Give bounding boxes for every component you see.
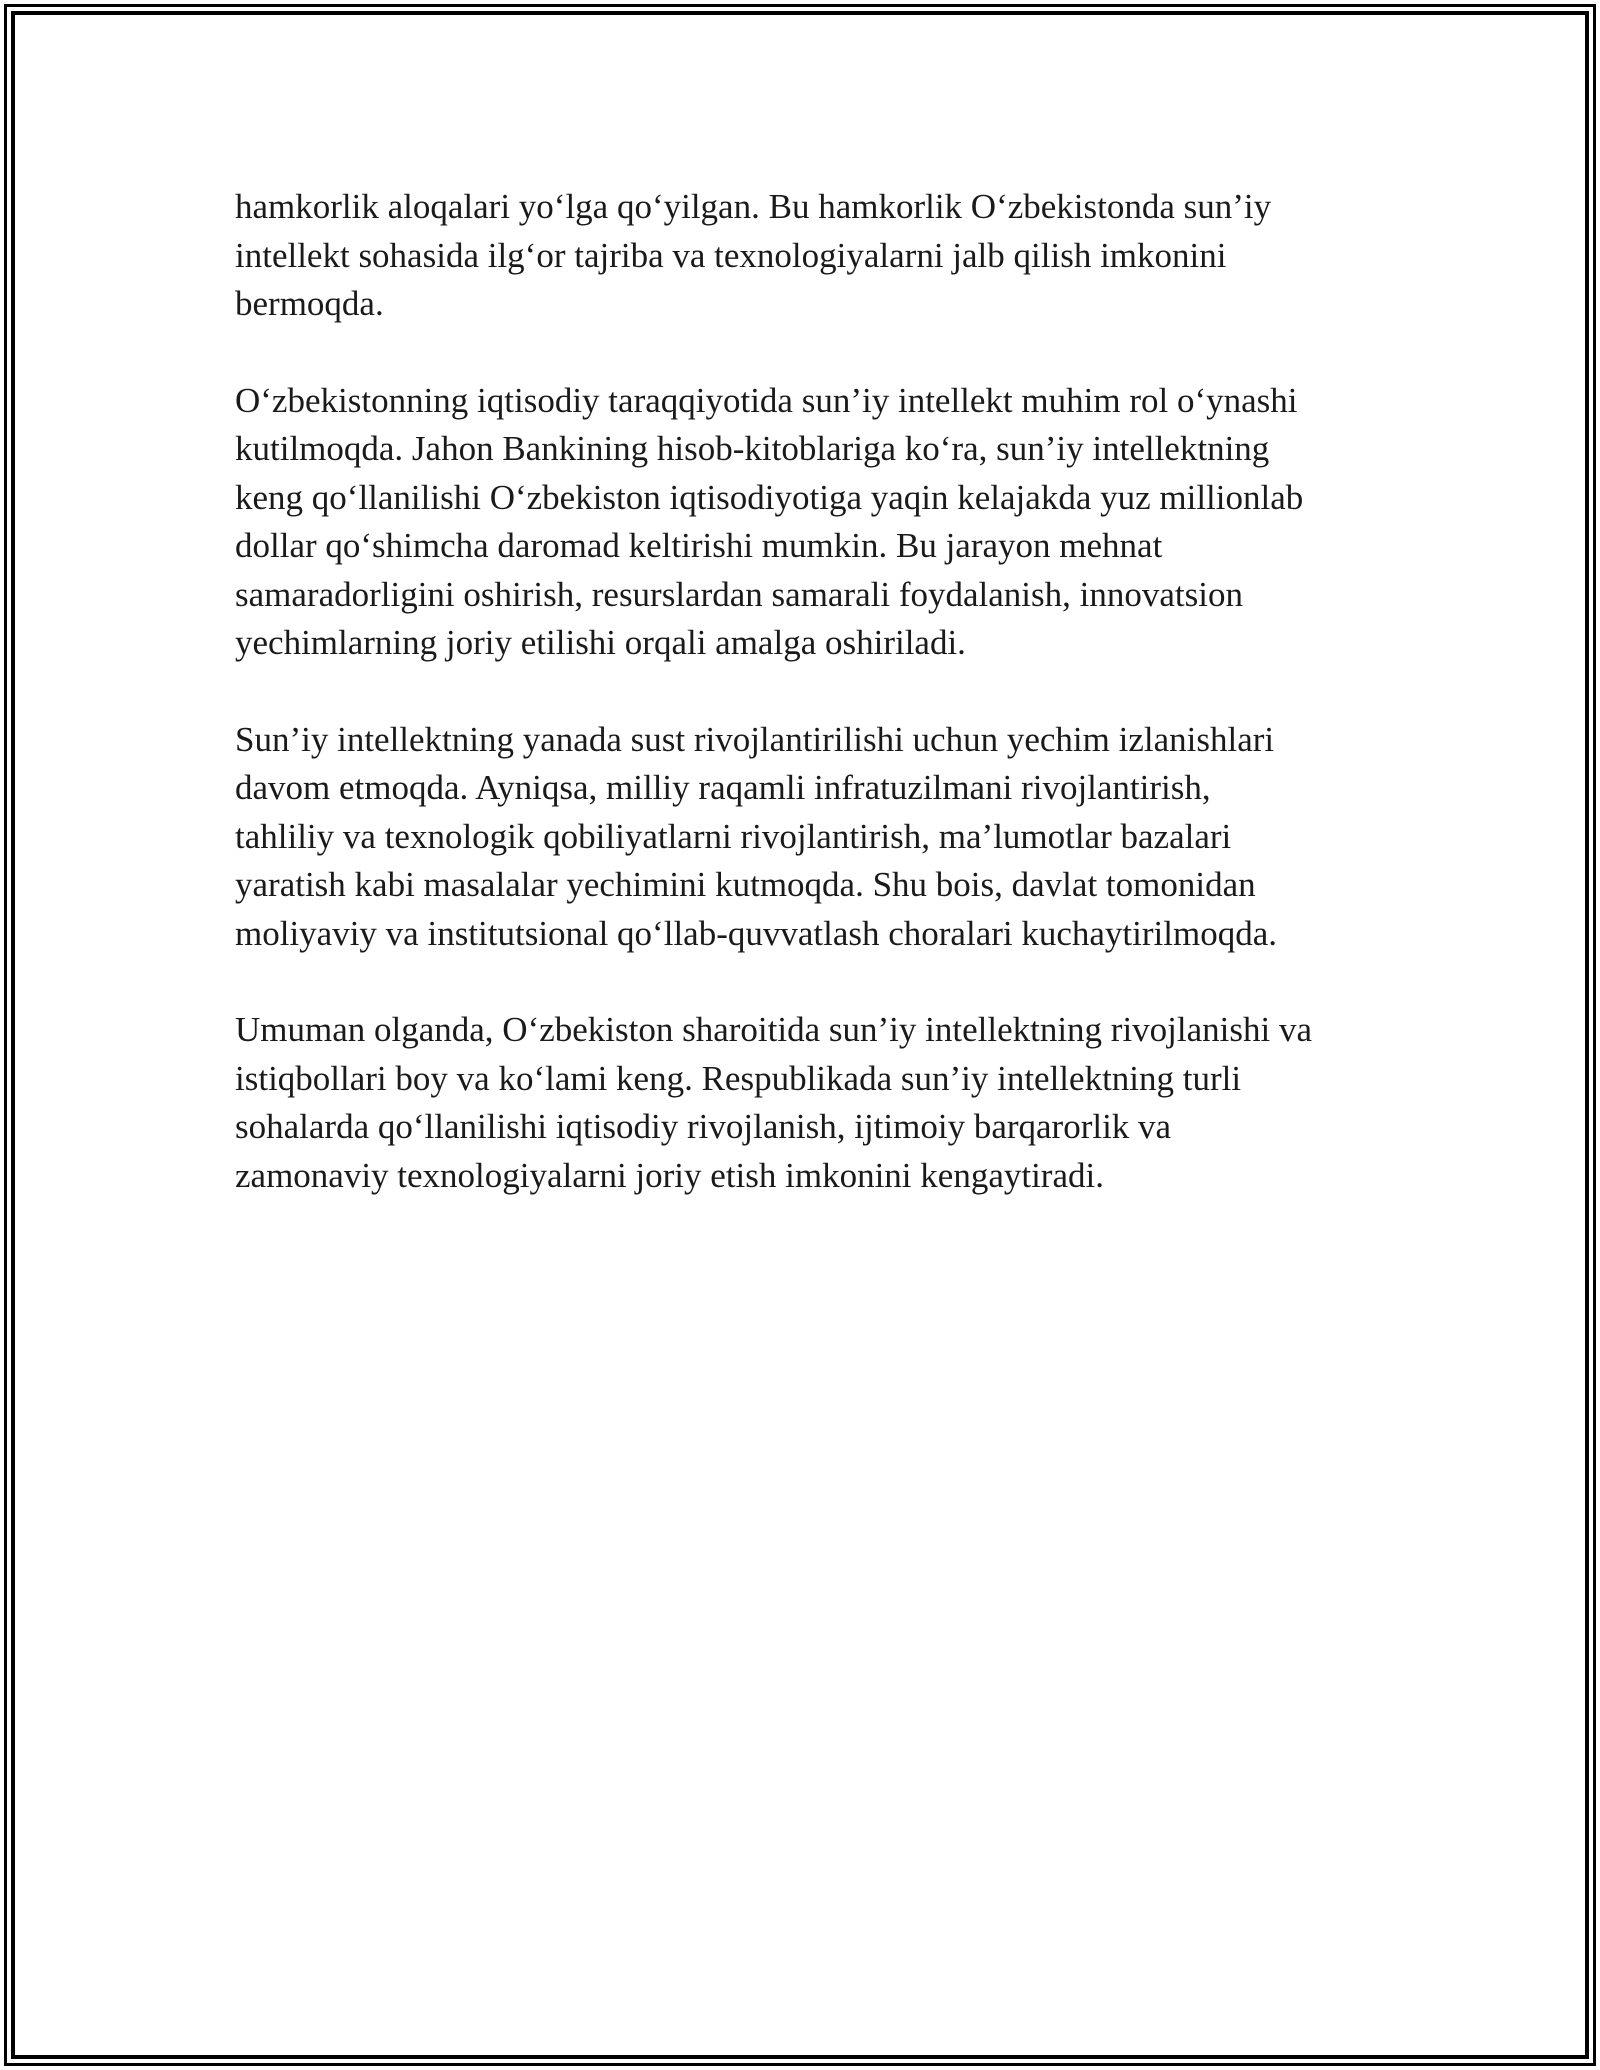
document-body	[235, 183, 1375, 1248]
paragraph-4: Umuman olganda, O‘zbekiston sharoitida sun’iy intellektning rivojlanishi va istiqbollari boy va ko‘lami keng. Respublikada sun’iy intellektning turli sohalarda qo‘llanilishi iqtisodiy rivojlanish, ijtimoiy barqarorlik va zamonaviy texnologiyalarni joriy etish imkonini kengaytiradi.	[235, 1010, 1313, 1195]
paragraph-2: O‘zbekistonning iqtisodiy taraqqiyotida sun’iy intellekt muhim rol o‘ynashi kutilmoqda. Jahon Bankining hisob-kitoblariga ko‘ra, sun’iy intellektning keng qo‘llanilishi O‘zbekiston iqtisodiyotiga yaqin kelajakda yuz millionlab dollar qo‘shimcha daromad keltirishi mumkin. Bu jarayon mehnat samaradorligini oshirish, resurslardan samarali foydalanish, innovatsion yechimlarning joriy etilishi orqali amalga oshiriladi.	[235, 380, 1304, 662]
paragraph-1: hamkorlik aloqalari yo‘lga qo‘yilgan. Bu hamkorlik O‘zbekistonda sun’iy intellekt sohasida ilg‘or tajriba va texnologiyalarni jalb qilish imkonini bermoqda.	[235, 187, 1272, 323]
paragraph-3: Sun’iy intellektning yanada sust rivojlantirilishi uchun yechim izlanishlari davom etmoqda. Ayniqsa, milliy raqamli infratuzilmani rivojlantirish, tahliliy va texnologik qobiliyatlarni rivojlantirish, ma’lumotlar bazalari yaratish kabi masalalar yechimini kutmoqda. Shu bois, davlat tomonidan moliyaviy va institutsional qo‘llab-quvvatlash choralari kuchaytirilmoqda.	[235, 719, 1277, 953]
